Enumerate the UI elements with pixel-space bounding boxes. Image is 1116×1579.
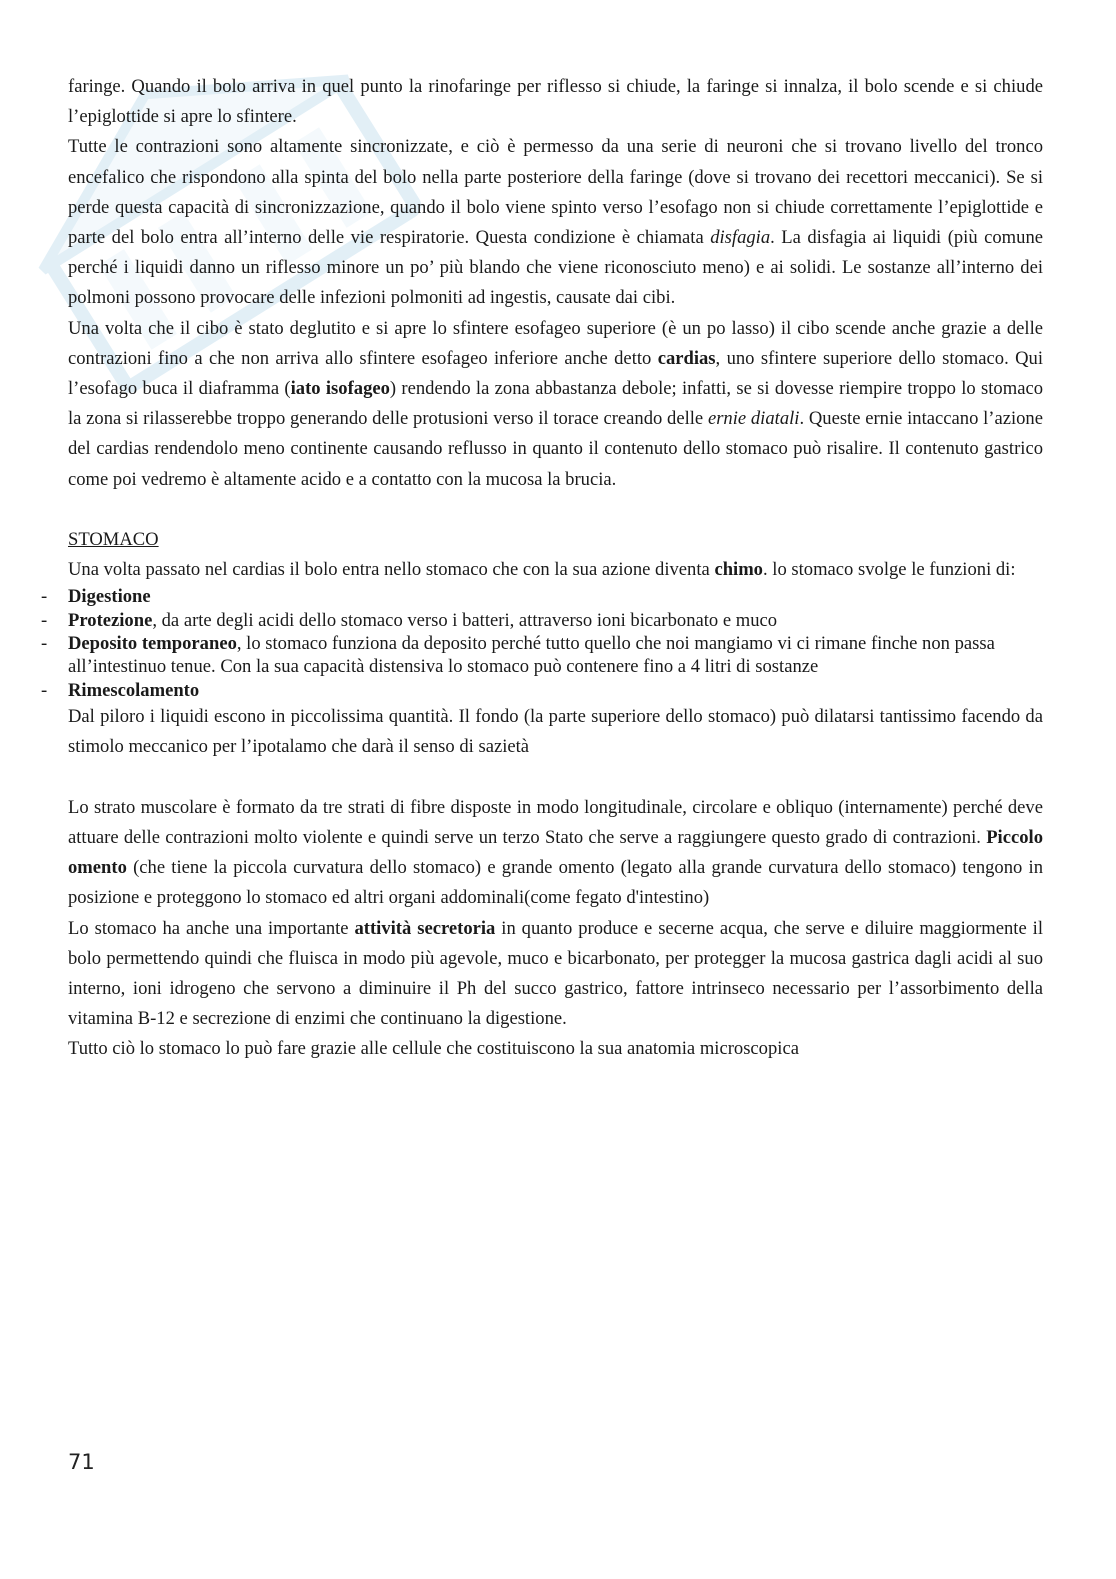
term-chimo: chimo [714,559,763,581]
list-item: - Rimescolamento [41,679,200,701]
paragraph-strato-muscolare: Lo strato muscolare è formato da tre strati di fibre disposte in modo longitudinale, circolare e obliquo (internamente) perché deve attuare delle contrazioni molto violente e quindi serve un terzo Stato che serve a raggiungere questo grado di contrazioni. Piccolo omento (che tiene la piccola curvatura dello stomaco) e grande omento (legato alla grande curvatura dello stomaco) tengono in posizione e proteggono lo stomaco ed altri organi addominali(come fegato d'intestino) [68,796,1043,909]
page-number: 71 [68,1450,95,1474]
document-page [41,72,1043,1065]
paragraph-faringe: faringe. Quando il bolo arriva in quel punto la rinofaringe per riflesso si chiude, la faringe si innalza, il bolo scende e si chiude l’epiglottide si apre lo sfintere. [68,76,1043,128]
term-cardias: cardias [657,347,716,369]
list-item: - Deposito temporaneo, lo stomaco funziona da deposito perché tutto quello che noi mangiamo vi ci rimane finche non passa all’intestinuo tenue. Con la sua capacità distensiva lo stomaco può contenere fino a 4 litri di sostanze [41,633,995,678]
functions-list [41,585,1043,702]
paragraph-stomaco-intro: Una volta passato nel cardias il bolo entra nello stomaco che con la sua azione diventa chimo. lo stomaco svolge le funzioni di: [68,559,1016,581]
term-attivita-secretoria: attività secretoria [354,917,496,939]
list-item: - Protezione, da arte degli acidi dello stomaco verso i batteri, attraverso ioni bicarbonato e muco [41,609,778,631]
term-disfagia: disfagia [710,227,771,249]
term-ernie-diatali: ernie diatali [707,408,800,430]
term-iato-isofageo: iato isofageo [290,378,390,400]
term-piccolo-omento: Piccolo omento [68,826,1043,879]
list-item: - Digestione [41,586,151,608]
paragraph-piloro: Dal piloro i liquidi escono in piccolissima quantità. Il fondo (la parte superiore dello stomaco) può dilatarsi tantissimo facendo da stimolo meccanico per l’ipotalamo che darà il senso di sazietà [68,706,1043,758]
paragraph-contrazioni: Tutte le contrazioni sono altamente sincronizzate, e ciò è permesso da una serie di neuroni che si trovano livello del tronco encefalico che rispondono alla spinta del bolo nella parte posteriore della faringe (dove si trovano dei recettori meccanici). Se si perde questa capacità di sincronizzazione, quando il bolo viene spinto verso l’esofago non si chiude correttamente l’epiglottide e parte del bolo entra all’interno delle vie respiratorie. Questa condizione è chiamata disfagia. La disfagia ai liquidi (più comune perché i liquidi danno un riflesso minore un po’ più blando che viene riconosciuto meno) e ai solidi. Le sostanze all’interno dei polmoni possono provocare delle infezioni polmoniti ad ingestis, causate dai cibi. [68,136,1043,309]
paragraph-attivita-secretoria: Lo stomaco ha anche una importante attività secretoria in quanto produce e secerne acqua, che serve e diluire maggiormente il bolo permettendo quindi che fluisca in modo più agevole, muco e bicarbonato, per protegger la mucosa gastrica dagli acidi al suo interno, ioni idrogeno che servono a diminuire il Ph del succo gastrico, fattore intrinseco necessario per l’assorbimento della vitamina B-12 e secrezione di enzimi che continuano la digestione. [68,917,1043,1030]
section-heading: STOMACO [68,528,159,550]
paragraph-deglutizione: Una volta che il cibo è stato deglutito e si apre lo sfintere esofageo superiore (è un po lasso) il cibo scende anche grazie a delle contrazioni fino a che non arriva allo sfintere esofageo inferiore anche detto cardias, uno sfintere superiore dello stomaco. Qui l’esofago buca il diaframma (iato isofageo) rendendo la zona abbastanza debole; infatti, se si dovesse riempire troppo lo stomaco la zona si rilasserebbe troppo generando delle protusioni verso il torace creando delle ernie diatali. Queste ernie intaccano l’azione del cardias rendendolo meno continente causando reflusso in quanto il contenuto dello stomaco può risalire. Il contenuto gastrico come poi vedremo è altamente acido e a contatto con la mucosa la brucia. [68,317,1043,490]
paragraph-conclusione: Tutto ciò lo stomaco lo può fare grazie alle cellule che costituiscono la sua anatomia microscopica [68,1038,799,1060]
